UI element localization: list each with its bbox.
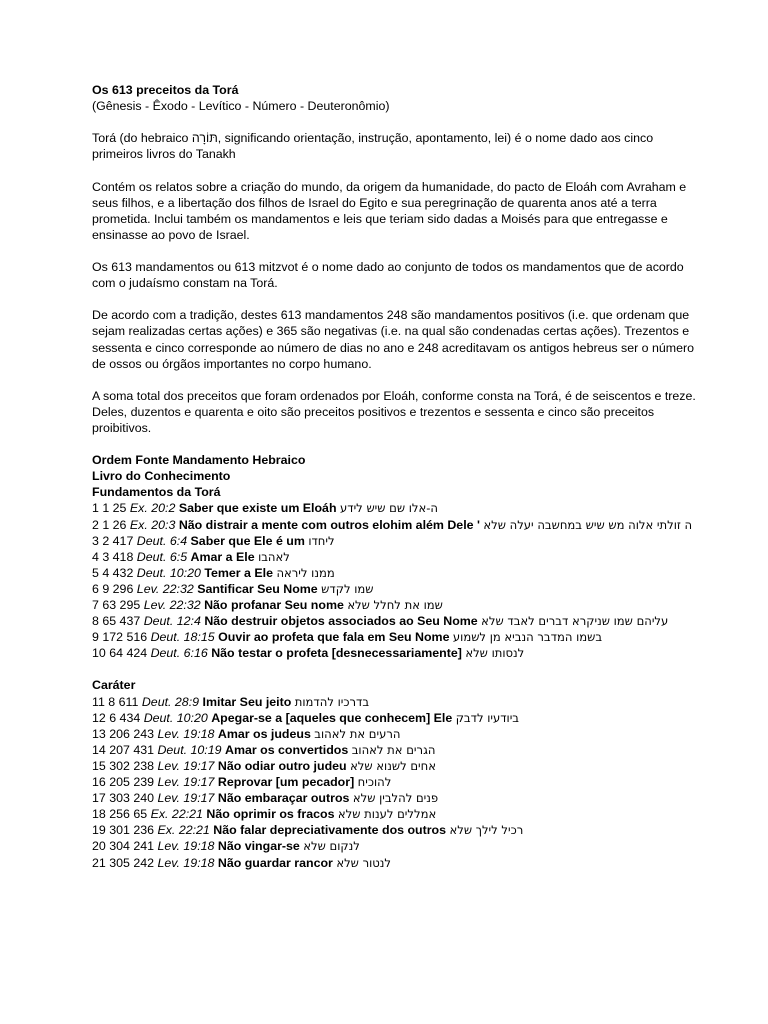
commandment-number: 21 305 242 — [92, 855, 155, 870]
commandment-description: Reprovar [um pecador] — [217, 775, 355, 790]
commandment-row — [92, 581, 732, 597]
commandments-section-1 — [92, 452, 732, 661]
commandment-number: 2 1 26 — [92, 517, 127, 532]
commandment-reference: Lev. 19:17 — [157, 775, 215, 790]
commandment-row — [92, 533, 732, 549]
commandment-hebrew: שמו את לחלל שלא — [347, 598, 443, 612]
document-title: Os 613 preceitos da Torá — [92, 83, 239, 97]
commandment-row — [92, 822, 732, 838]
paragraph-line: Torá (do hebraico תּוֹרָה, significando orientação, instrução, apontamento, lei) é o nome dado aos cinco — [92, 131, 654, 146]
commandment-description: Imitar Seu jeito — [202, 694, 292, 709]
book-header: Livro do Conhecimento — [92, 469, 231, 484]
commandment-reference: Ex. 20:2 — [129, 501, 176, 516]
paragraph-line: prometida. Inclui também os mandamentos e leis que teriam sido dadas a Moisés para que entregasse e — [92, 211, 668, 226]
commandment-hebrew: להוכיח — [357, 775, 392, 790]
commandment-reference: Deut. 28:9 — [141, 694, 200, 709]
paragraph-line: Contém os relatos sobre a criação do mundo, da origem da humanidade, do pacto de Eloáh com Avraham e — [92, 179, 687, 194]
paragraph-line: primeiros livros do Tanakh — [92, 147, 236, 162]
commandment-reference: Lev. 19:18 — [157, 726, 215, 741]
commandment-hebrew: אחים לשנוא שלא — [350, 758, 436, 773]
commandment-row — [92, 500, 732, 516]
commandment-hebrew: שמו לקדש — [321, 581, 374, 596]
document-subtitle: (Gênesis - Êxodo - Levítico - Número - Deuteronômio) — [92, 99, 390, 114]
commandment-description: Saber que existe um Eloáh — [178, 501, 337, 516]
commandment-hebrew: פנים להלבין שלא — [352, 791, 439, 806]
commandment-hebrew: ה-אלו שם שיש לידע — [339, 501, 438, 516]
commandment-number: 4 3 418 — [92, 549, 134, 564]
commandment-description: Amar os judeus — [217, 726, 311, 741]
commandment-hebrew: הגרים את לאהוב — [351, 742, 436, 757]
commandment-row — [92, 517, 732, 533]
commandment-hebrew: ממנו ליראה — [276, 565, 335, 580]
commandment-number: 8 65 437 — [92, 614, 141, 629]
commandment-reference: Deut. 6:16 — [150, 646, 208, 661]
commandment-row — [92, 613, 732, 629]
commandment-description: Não odiar outro judeu — [217, 758, 347, 773]
commandment-reference: Deut. 18:15 — [150, 630, 215, 645]
commandment-reference: Lev. 19:18 — [157, 855, 215, 870]
commandment-reference: Deut. 10:20 — [136, 565, 201, 580]
commandments-section-2 — [92, 677, 732, 870]
commandment-row — [92, 645, 732, 661]
commandment-hebrew: לנטור שלא — [336, 855, 392, 870]
intro-paragraph — [92, 388, 732, 436]
commandment-description: Não distrair a mente com outros elohim além Dele ' — [178, 517, 480, 532]
commandment-number: 10 64 424 — [92, 646, 148, 661]
commandment-reference: Deut. 12:4 — [143, 614, 201, 629]
commandment-reference: Lev. 19:17 — [157, 791, 215, 806]
document-page — [92, 82, 732, 887]
commandment-description: Não embaraçar outros — [217, 791, 350, 806]
commandment-description: Não profanar Seu nome — [204, 598, 344, 612]
paragraph-line: sejam realizadas certas ações) e 365 são negativas (i.e. na qual são condenadas certas ações). Trezentos e — [92, 324, 690, 339]
commandment-number: 14 207 431 — [92, 742, 155, 757]
commandment-hebrew: ה זולתי אלוה מש שיש במחשבה יעלה שלא — [483, 517, 693, 532]
commandment-number: 15 302 238 — [92, 758, 155, 773]
paragraph-line: A soma total dos preceitos que foram ordenados por Eloáh, conforme consta na Torá, é de seiscentos e treze. — [92, 388, 696, 403]
commandment-reference: Lev. 22:32 — [143, 598, 201, 612]
commandment-row — [92, 710, 732, 726]
commandment-reference: Ex. 22:21 — [150, 807, 203, 822]
paragraph-line: de ossos ou órgãos importantes no corpo humano. — [92, 356, 372, 371]
paragraph-line: De acordo com a tradição, destes 613 mandamentos 248 são mandamentos positivos (i.e. que ordenam que — [92, 308, 690, 323]
commandment-reference: Lev. 19:18 — [157, 839, 215, 854]
commandment-number: 7 63 295 — [92, 598, 141, 612]
commandment-hebrew: לנסותו שלא — [465, 646, 525, 661]
commandment-hebrew: ליחדו — [308, 533, 335, 548]
title-block — [92, 82, 732, 114]
intro-paragraph — [92, 130, 732, 162]
paragraph-line: proibitivos. — [92, 420, 152, 435]
commandment-description: Não guardar rancor — [217, 855, 333, 870]
commandment-row — [92, 790, 732, 806]
commandment-number: 18 256 65 — [92, 807, 148, 822]
intro-paragraphs — [92, 130, 732, 436]
commandment-row — [92, 597, 732, 613]
commandment-hebrew: בשמו המדבר הנביא מן לשמוע — [452, 630, 603, 645]
commandment-reference: Deut. 10:19 — [157, 742, 222, 757]
paragraph-line: seus filhos, e a libertação dos filhos de Israel do Egito e sua peregrinação de quarenta anos até a terra — [92, 195, 657, 210]
commandment-hebrew: הרעים את לאהוב — [314, 726, 401, 741]
commandment-number: 12 6 434 — [92, 710, 141, 725]
commandment-hebrew: לאהבו — [258, 549, 290, 564]
commandment-number: 16 205 239 — [92, 775, 155, 790]
commandment-description: Não testar o profeta [desnecessariamente] — [211, 646, 462, 661]
commandment-number: 11 8 611 — [92, 694, 139, 709]
intro-paragraph — [92, 259, 732, 291]
commandment-number: 20 304 241 — [92, 839, 155, 854]
paragraph-line: Deles, duzentos e quarenta e oito são preceitos positivos e trezentos e sessenta e cinco são preceitos — [92, 404, 655, 419]
commandment-row — [92, 565, 732, 581]
commandment-reference: Ex. 22:21 — [157, 823, 210, 838]
intro-paragraph — [92, 179, 732, 243]
section-header-fundamentos: Fundamentos da Torá — [92, 485, 221, 500]
commandment-list — [92, 500, 732, 661]
commandment-number: 1 1 25 — [92, 501, 127, 516]
commandment-row — [92, 629, 732, 645]
commandment-hebrew: אמללים לענות שלא — [337, 807, 437, 822]
commandment-hebrew: רכיל לילך שלא — [449, 823, 524, 838]
commandment-description: Temer a Ele — [204, 565, 273, 580]
commandment-description: Santificar Seu Nome — [197, 581, 318, 596]
commandment-row — [92, 742, 732, 758]
commandment-row — [92, 694, 732, 710]
commandment-hebrew: בדרכיו להדמות — [294, 694, 370, 709]
paragraph-line: com o judaísmo constam na Torá. — [92, 276, 278, 291]
paragraph-line: ensinasse ao povo de Israel. — [92, 227, 250, 242]
commandment-description: Não oprimir os fracos — [206, 807, 335, 822]
commandment-description: Não vingar-se — [217, 839, 300, 854]
commandment-description: Saber que Ele é um — [190, 533, 305, 548]
commandment-hebrew: ביודעיו לדבק — [455, 710, 520, 725]
paragraph-line: Os 613 mandamentos ou 613 mitzvot é o nome dado ao conjunto de todos os mandamentos que de acordo — [92, 260, 684, 275]
commandment-description: Apegar-se a [aqueles que conhecem] Ele — [211, 710, 453, 725]
paragraph-line: sessenta e cinco corresponde ao número de dias no ano e 248 acreditavam os antigos hebreus ser o número — [92, 340, 695, 355]
intro-paragraph — [92, 307, 732, 371]
commandment-row — [92, 855, 732, 871]
commandment-hebrew: לנקום שלא — [303, 839, 360, 854]
commandment-reference: Lev. 22:32 — [136, 581, 194, 596]
commandment-description: Não falar depreciativamente dos outros — [213, 823, 447, 838]
commandment-description: Não destruir objetos associados ao Seu Nome — [204, 614, 478, 629]
commandment-reference: Ex. 20:3 — [129, 517, 176, 532]
commandment-list — [92, 694, 732, 871]
commandment-description: Ouvir ao profeta que fala em Seu Nome — [218, 630, 450, 645]
commandment-reference: Deut. 6:4 — [136, 533, 188, 548]
commandment-reference: Deut. 10:20 — [143, 710, 208, 725]
commandment-reference: Lev. 19:17 — [157, 758, 215, 773]
columns-header: Ordem Fonte Mandamento Hebraico — [92, 453, 306, 468]
commandment-number: 17 303 240 — [92, 791, 155, 806]
commandment-description: Amar a Ele — [190, 549, 255, 564]
commandment-number: 13 206 243 — [92, 726, 155, 741]
commandment-description: Amar os convertidos — [225, 742, 349, 757]
commandment-number: 9 172 516 — [92, 630, 148, 645]
commandment-row — [92, 549, 732, 565]
commandment-number: 19 301 236 — [92, 823, 155, 838]
commandment-hebrew: עליהם שמו שניקרא דברים לאבד שלא — [481, 614, 669, 629]
commandment-row — [92, 806, 732, 822]
commandment-row — [92, 838, 732, 854]
commandment-row — [92, 726, 732, 742]
commandment-number: 5 4 432 — [92, 565, 134, 580]
section-header-carater: Caráter — [92, 678, 136, 693]
commandment-number: 6 9 296 — [92, 581, 134, 596]
commandment-row — [92, 774, 732, 790]
commandment-reference: Deut. 6:5 — [136, 549, 188, 564]
commandment-row — [92, 758, 732, 774]
commandment-number: 3 2 417 — [92, 533, 134, 548]
